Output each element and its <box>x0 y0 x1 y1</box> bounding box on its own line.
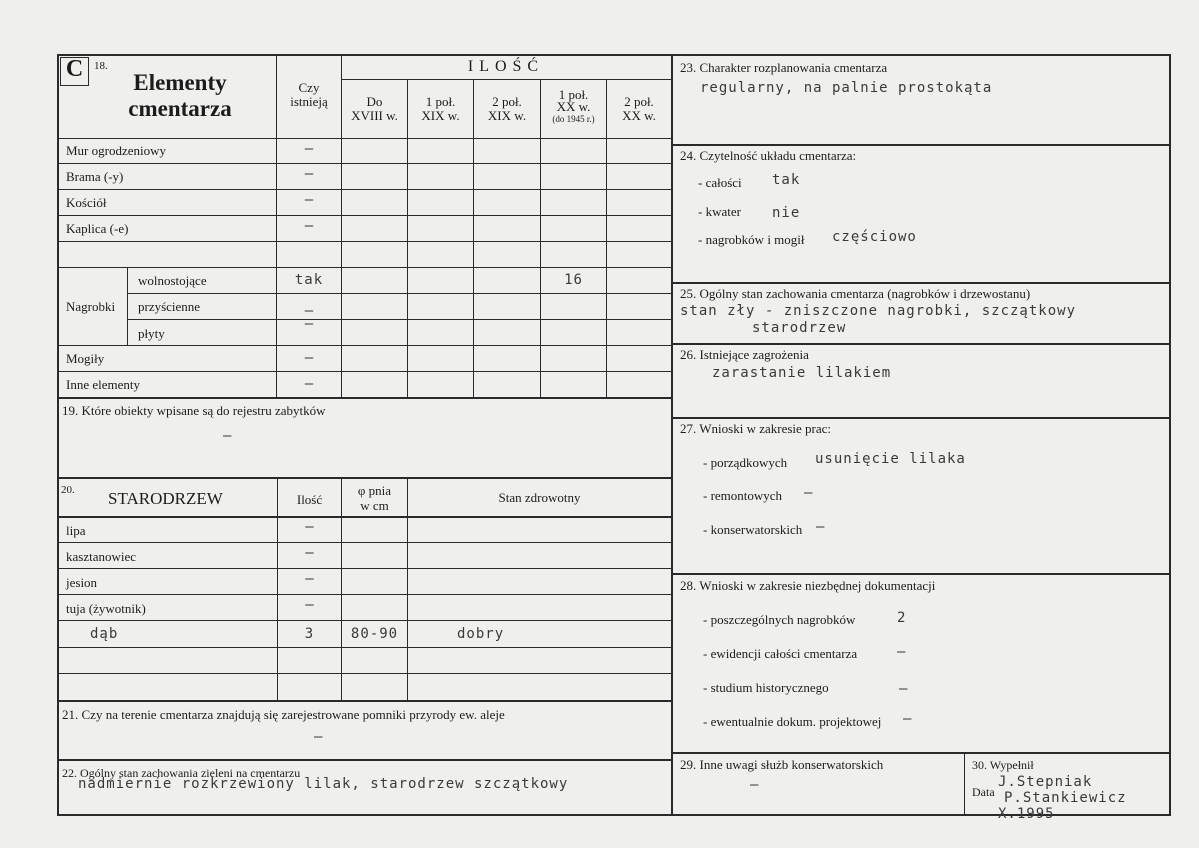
threats-label: 26. Istniejące zagrożenia <box>680 347 809 362</box>
quantity-header: ILOŚĆ <box>467 58 545 75</box>
tree-species: kasztanowiec <box>66 549 137 564</box>
work-conclusions-label: 27. Wnioski w zakresie prac: <box>680 421 832 436</box>
tombstone-type-label: przyścienne <box>138 299 201 314</box>
documentation-item-value: – <box>899 681 908 697</box>
elements-title-line1: Elementy <box>133 70 227 95</box>
tree-qty: 3 <box>304 626 315 642</box>
general-state-label: 25. Ogólny stan zachowania cmentarza (nagrobków i drzewostanu) <box>680 286 1031 301</box>
tree-health: dobry <box>457 626 505 642</box>
tree-qty-header: Ilość <box>296 492 323 507</box>
tombstone-exists: – <box>304 303 314 319</box>
legibility-item-value: częściowo <box>832 229 917 245</box>
work-item-label: - konserwatorskich <box>703 522 803 537</box>
tree-species: jesion <box>66 575 98 590</box>
documentation-item-value: 2 <box>897 610 907 626</box>
date-label: Data <box>972 785 995 799</box>
work-item-value: – <box>816 519 825 535</box>
tombstone-count-p4: 16 <box>564 272 583 288</box>
tombstone-type-label: płyty <box>138 326 165 341</box>
work-item-value: usunięcie lilaka <box>815 451 966 467</box>
element-label: Mogiły <box>66 351 105 366</box>
element-label: Kaplica (-e) <box>66 221 129 236</box>
work-item-label: - remontowych <box>703 488 783 503</box>
tombstone-exists: – <box>304 316 314 332</box>
section-letter: C <box>65 56 84 82</box>
period-header-5: 2 poł. XX w. <box>622 94 656 123</box>
tree-section-number: 20. <box>61 484 75 496</box>
tree-species: lipa <box>66 523 86 538</box>
tombstones-group-label: Nagrobki <box>66 299 116 314</box>
other-remarks-value: – <box>750 777 759 793</box>
tree-qty: – <box>305 519 314 535</box>
element-exists: – <box>304 166 314 182</box>
work-item-value: – <box>804 485 813 501</box>
greenery-state-value: nadmiernie rozkrzewiony lilak, starodrzew szczątkowy <box>78 776 569 792</box>
legibility-label: 24. Czytelność układu cmentarza: <box>680 148 857 163</box>
documentation-item-label: - ewidencji całości cmentarza <box>703 646 858 661</box>
element-label: Kościół <box>66 195 107 210</box>
element-exists: – <box>304 192 314 208</box>
documentation-item-value: – <box>897 644 906 660</box>
greenery-state-label: 22. Ogólny stan zachowania zieleni na cmentarzu <box>62 766 301 780</box>
registry-answer: – <box>223 428 232 444</box>
element-label: Inne elementy <box>66 377 140 392</box>
legibility-item-value: tak <box>772 172 801 188</box>
tombstone-exists: tak <box>294 272 324 288</box>
documentation-item-value: – <box>903 711 912 727</box>
element-exists: – <box>304 376 314 392</box>
filled-by-name1: J.Stepniak <box>998 774 1093 790</box>
tree-qty: – <box>305 597 314 613</box>
element-label: Mur ogrodzeniowy <box>66 143 167 158</box>
tree-species: dąb <box>90 626 119 642</box>
filled-by-name2: P.Stankiewicz <box>1004 790 1127 806</box>
filled-by-label: 30. Wypełnił <box>972 758 1034 772</box>
tombstone-type-label: wolnostojące <box>138 273 207 288</box>
tree-section-title: STARODRZEW <box>108 489 223 508</box>
legibility-item-label: - kwater <box>698 204 741 219</box>
documentation-label: 28. Wnioski w zakresie niezbędnej dokumentacji <box>680 578 936 593</box>
registry-question-label: 19. Które obiekty wpisane są do rejestru zabytków <box>62 403 326 418</box>
general-state-line1: stan zły - zniszczone nagrobki, szczątkowy <box>680 303 1077 319</box>
nature-monuments-answer: – <box>314 729 323 745</box>
tree-species: tuja (żywotnik) <box>66 601 146 616</box>
exists-header-line2: istnieją <box>290 94 328 109</box>
tree-diameter: 80-90 <box>350 626 399 642</box>
exists-header-line1: Czy <box>298 80 320 95</box>
legibility-item-label: - nagrobków i mogił <box>698 232 805 247</box>
section-number: 18. <box>94 60 108 72</box>
nature-monuments-label: 21. Czy na terenie cmentarza znajdują się zarejestrowane pomniki przyrody ew. aleje <box>62 707 505 722</box>
general-state-line2: starodrzew <box>752 320 847 336</box>
documentation-item-label: - ewentualnie dokum. projektowej <box>703 714 882 729</box>
legibility-item-value: nie <box>772 205 801 221</box>
element-exists: – <box>304 141 314 157</box>
tree-qty: – <box>305 545 314 561</box>
tree-diameter-header: φ pnia w cm <box>357 483 392 513</box>
period-header-3: 2 poł. XIX w. <box>487 94 527 123</box>
layout-character-label: 23. Charakter rozplanowania cmentarza <box>680 60 888 75</box>
element-label: Brama (-y) <box>66 169 124 184</box>
tree-qty: – <box>305 571 314 587</box>
work-item-label: - porządkowych <box>703 455 788 470</box>
documentation-item-label: - poszczególnych nagrobków <box>703 612 856 627</box>
element-exists: – <box>304 218 314 234</box>
elements-title-line2: cmentarza <box>128 96 232 121</box>
legibility-item-label: - całości <box>698 175 742 190</box>
period-header-1: Do XVIII w. <box>351 94 398 123</box>
filled-date: X.1995 <box>998 806 1055 822</box>
element-exists: – <box>304 350 314 366</box>
threats-value: zarastanie lilakiem <box>712 365 892 381</box>
layout-character-value: regularny, na palnie prostokąta <box>700 80 993 96</box>
documentation-item-label: - studium historycznego <box>703 680 829 695</box>
period-header-2: 1 poł. XIX w. <box>421 94 460 123</box>
period-header-4: 1 poł. XX w. (do 1945 r.) <box>552 87 595 124</box>
tree-health-header: Stan zdrowotny <box>498 490 581 505</box>
other-remarks-label: 29. Inne uwagi służb konserwatorskich <box>680 757 884 772</box>
